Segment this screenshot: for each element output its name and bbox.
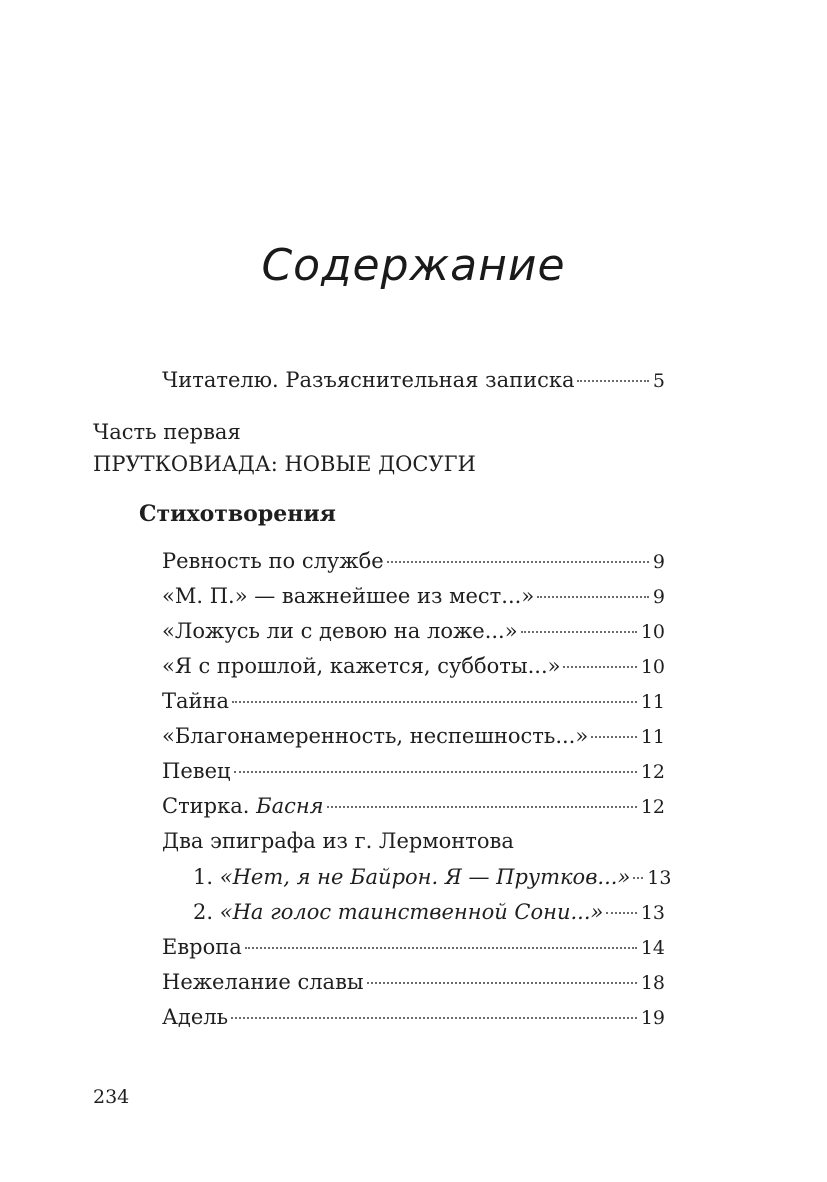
toc-entry-label: Ревность по службе: [162, 549, 384, 573]
toc-entry-label: [162, 793, 324, 819]
toc-leader-dots: [232, 701, 637, 703]
toc-subentry[interactable]: [193, 899, 665, 926]
toc-leader-dots: [367, 982, 637, 984]
toc-leader-dots: [591, 736, 637, 738]
toc-entry[interactable]: [162, 548, 665, 575]
toc-entry-page: 11: [640, 691, 665, 713]
part-name: ПРУТКОВИАДА: НОВЫЕ ДОСУГИ: [93, 452, 476, 476]
toc-entry-page: 10: [640, 656, 665, 678]
toc-leader-dots: [231, 1017, 637, 1019]
toc-entry[interactable]: [162, 934, 665, 961]
page-number: 234: [93, 1086, 130, 1108]
toc-entry-page: 14: [640, 937, 665, 959]
toc-leader-dots: [633, 877, 643, 879]
toc-entry-page: 13: [647, 867, 672, 889]
toc-entry-number: 1.: [193, 865, 214, 889]
toc-leader-dots: [563, 666, 636, 668]
toc-entry-intro[interactable]: [162, 367, 665, 394]
toc-entry-group[interactable]: [162, 828, 665, 854]
toc-entry[interactable]: [162, 1004, 665, 1031]
toc-entry-label: Адель: [162, 1005, 229, 1029]
toc-entry-label: Читателю. Разъяснительная записка: [162, 368, 575, 392]
toc-entry-label: [193, 864, 630, 890]
toc-entry-label: «Благонамеренность, неспешность...»: [162, 724, 589, 748]
toc-entry-page: 19: [640, 1007, 665, 1029]
toc-subentry[interactable]: [193, 864, 672, 891]
toc-entry-page: 9: [652, 551, 665, 573]
toc-entry-page: 18: [640, 972, 665, 994]
toc-entry-label: [193, 899, 603, 925]
toc-leader-dots: [577, 380, 648, 382]
toc-entry-page: 13: [640, 902, 665, 924]
toc-entry-page: 11: [640, 726, 665, 748]
toc-entry[interactable]: [162, 583, 665, 610]
toc-entry-label-plain: Стирка.: [162, 794, 250, 818]
toc-leader-dots: [245, 947, 637, 949]
toc-entry-label-italic: «Нет, я не Байрон. Я — Прутков...»: [219, 865, 631, 889]
toc-entry-label: «Я с прошлой, кажется, субботы...»: [162, 654, 561, 678]
toc-entry-number: 2.: [193, 900, 214, 924]
toc-leader-dots: [606, 912, 636, 914]
toc-entry-label-italic: Басня: [256, 794, 324, 818]
toc-entry-page: 5: [652, 370, 665, 392]
toc-entry[interactable]: [162, 618, 665, 645]
toc-entry-page: 10: [640, 621, 665, 643]
toc-entry[interactable]: [162, 723, 665, 750]
toc-entry-label: Европа: [162, 935, 242, 959]
toc-entry[interactable]: [162, 653, 665, 680]
toc-entry[interactable]: [162, 969, 665, 996]
toc-leader-dots: [537, 596, 649, 598]
toc-entry-label: «М. П.» — важнейшее из мест...»: [162, 584, 535, 608]
page-title: Содержание: [261, 240, 566, 291]
toc-entry-label: Нежелание славы: [162, 970, 364, 994]
part-label: Часть первая: [93, 420, 241, 444]
toc-leader-dots: [521, 631, 637, 633]
toc-leader-dots: [327, 806, 637, 808]
toc-leader-dots: [234, 771, 637, 773]
toc-entry-label-italic: «На голос таинственной Сони...»: [219, 900, 604, 924]
toc-leader-dots: [387, 561, 649, 563]
section-heading: Стихотворения: [139, 501, 336, 527]
toc-entry[interactable]: [162, 758, 665, 785]
toc-entry-page: 12: [640, 796, 665, 818]
toc-entry-label: «Ложусь ли с девою на ложе...»: [162, 619, 518, 643]
toc-entry-label: Тайна: [162, 689, 230, 713]
toc-entry[interactable]: [162, 688, 665, 715]
toc-entry-label: Два эпиграфа из г. Лермонтова: [162, 829, 514, 853]
toc-entry-page: 9: [652, 586, 665, 608]
toc-entry[interactable]: [162, 793, 665, 820]
toc-entry-label: Певец: [162, 759, 231, 783]
toc-entry-page: 12: [640, 761, 665, 783]
